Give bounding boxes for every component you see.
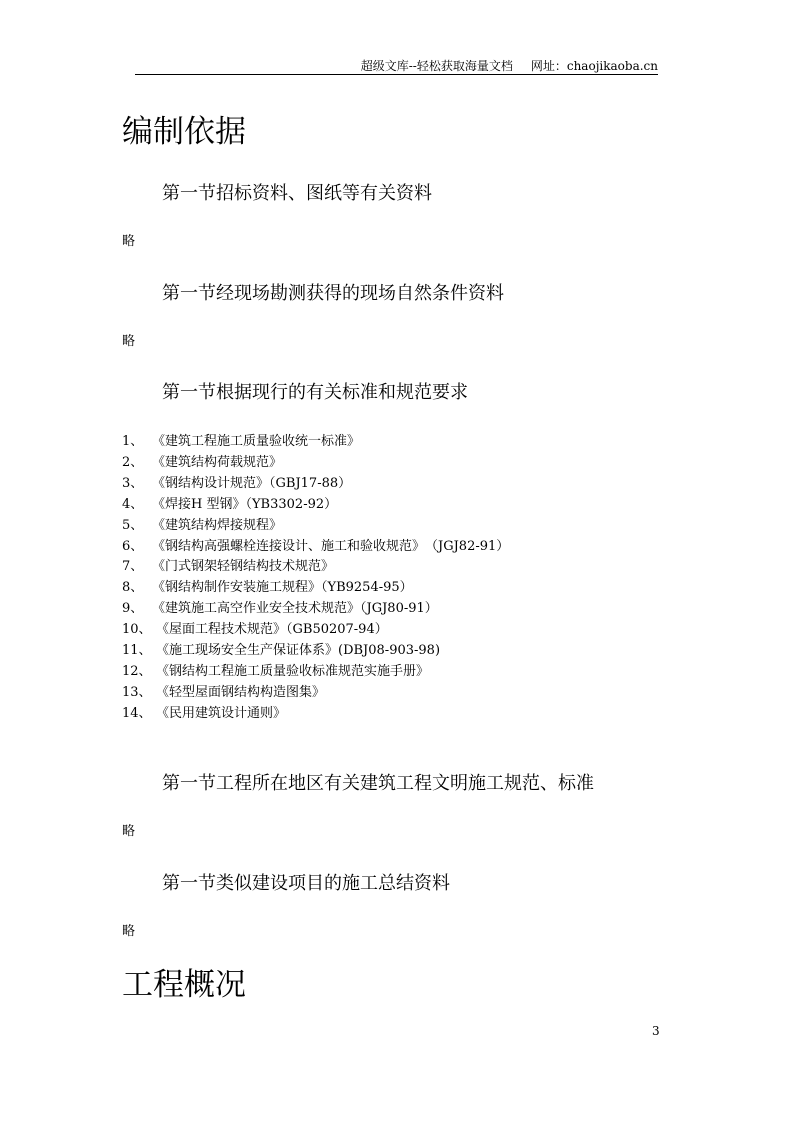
list-item	[122, 685, 325, 701]
list-text: 《建筑工程施工质量验收统一标准》	[152, 434, 361, 449]
list-item	[122, 539, 509, 555]
list-item	[122, 706, 286, 722]
list-item	[122, 518, 282, 534]
section-heading: 第一节招标资料、图纸等有关资料	[162, 183, 432, 204]
list-number: 6、	[122, 538, 144, 554]
list-number: 2、	[122, 454, 144, 470]
list-text: 《轻型屋面钢结构构造图集》	[156, 684, 326, 700]
list-text: 《建筑结构焊接规程》	[152, 517, 283, 533]
section-heading: 第一节类似建设项目的施工总结资料	[162, 873, 450, 894]
list-number: 3、	[122, 475, 144, 491]
header-rule	[135, 74, 658, 75]
list-text: 《建筑施工高空作业安全技术规范》（JGJ80-91）	[152, 601, 438, 617]
list-item	[122, 580, 413, 596]
list-text: 《钢结构制作安装施工规程》（YB9254-95）	[152, 580, 413, 596]
list-number: 11、	[122, 643, 152, 658]
list-text: 《钢结构设计规范》（GBJ17-88）	[152, 475, 352, 491]
list-number: 1、	[122, 434, 144, 449]
list-number: 12、	[122, 663, 152, 679]
list-item	[122, 434, 360, 450]
list-item	[122, 643, 440, 659]
list-text: 《钢结构工程施工质量验收标准规范实施手册》	[156, 663, 430, 679]
list-text: 《门式钢架轻钢结构技术规范》	[152, 559, 335, 575]
list-item	[122, 559, 334, 575]
list-item	[122, 497, 337, 513]
section-body: 略	[122, 924, 136, 939]
list-item	[122, 622, 388, 638]
list-item	[122, 601, 438, 617]
chapter-title: 编制依据	[122, 114, 246, 150]
section-body: 略	[122, 334, 136, 349]
list-number: 4、	[122, 496, 144, 512]
section-body: 略	[122, 234, 136, 249]
list-item	[122, 664, 429, 680]
list-number: 9、	[122, 601, 144, 617]
list-number: 10、	[122, 622, 152, 638]
section-body: 略	[122, 824, 136, 839]
header-left: 超级文库--轻松获取海量文档	[360, 59, 513, 73]
list-text: 《施工现场安全生产保证体系》(DBJ08-903-98)	[156, 643, 441, 658]
list-text: 《焊接H 型钢》（YB3302-92）	[152, 496, 338, 512]
header-right: 网址：chaojikaoba.cn	[530, 59, 658, 73]
section-heading: 第一节工程所在地区有关建筑工程文明施工规范、标准	[162, 773, 594, 794]
list-item	[122, 476, 351, 492]
section-heading: 第一节根据现行的有关标准和规范要求	[162, 382, 468, 403]
list-text: 《民用建筑设计通则》	[156, 705, 287, 721]
list-number: 14、	[122, 705, 152, 721]
list-number: 8、	[122, 580, 144, 596]
list-text: 《屋面工程技术规范》（GB50207-94）	[156, 622, 388, 638]
list-number: 5、	[122, 517, 144, 533]
list-text: 《建筑结构荷载规范》	[152, 454, 283, 470]
page-header	[343, 57, 658, 74]
chapter-title: 工程概况	[122, 967, 246, 1003]
list-text: 《钢结构高强螺栓连接设计、施工和验收规范》 （JGJ82-91）	[152, 538, 510, 554]
list-item	[122, 455, 282, 471]
section-heading: 第一节经现场勘测获得的现场自然条件资料	[162, 283, 504, 304]
list-number: 13、	[122, 684, 152, 700]
list-number: 7、	[122, 559, 144, 575]
page-number: 3	[652, 1024, 660, 1038]
